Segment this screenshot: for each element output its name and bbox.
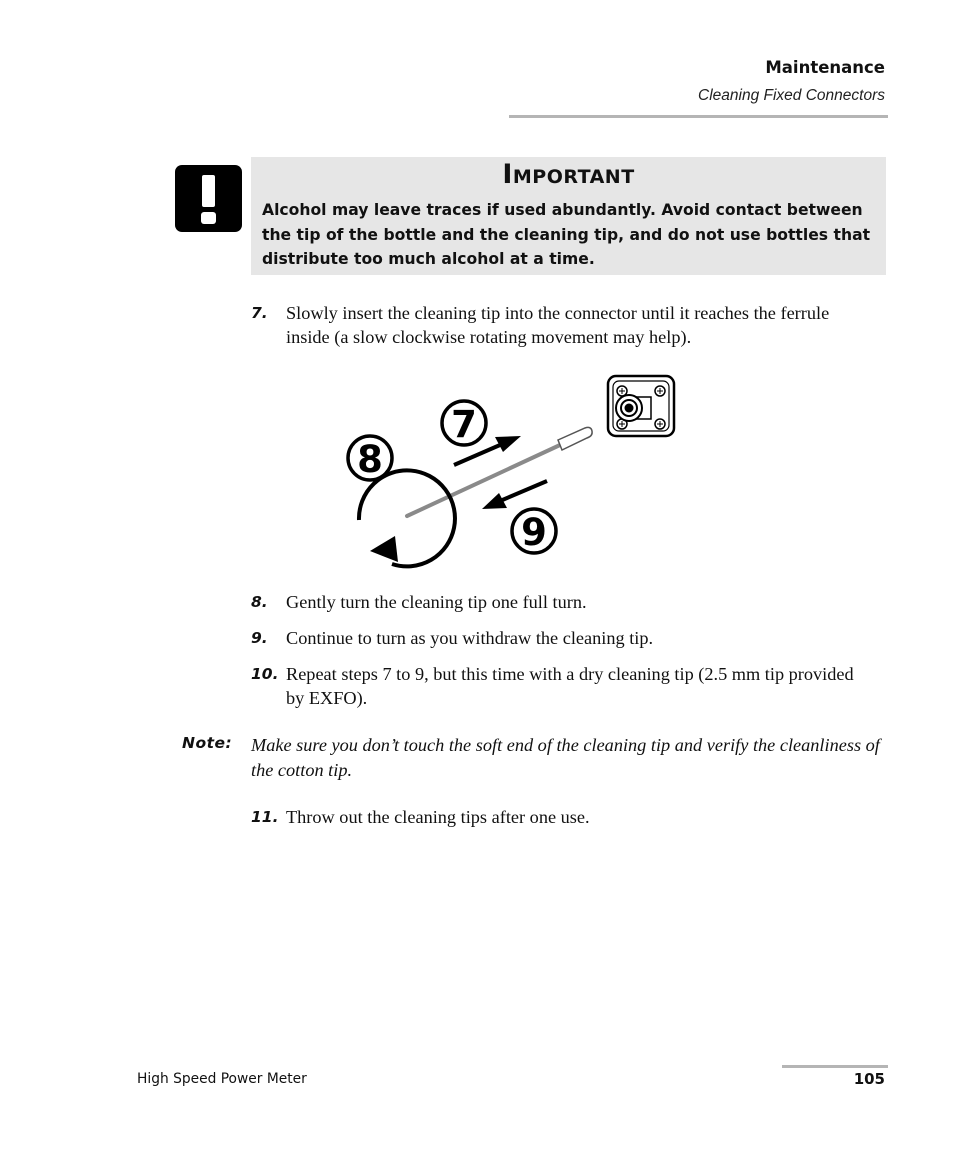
footer-title: High Speed Power Meter bbox=[137, 1071, 307, 1087]
step-number: 11. bbox=[251, 808, 279, 826]
important-text: Alcohol may leave traces if used abundantly. Avoid contact between the tip of the bottle and the cleaning tip, and do not use bottles that distribute too much alcohol at a time. bbox=[262, 201, 871, 268]
step-number: 10. bbox=[251, 665, 279, 683]
connector-icon bbox=[608, 376, 674, 436]
step-text: Throw out the cleaning tips after one use. bbox=[286, 807, 590, 827]
header-rule bbox=[509, 115, 888, 118]
svg-text:8: 8 bbox=[357, 438, 383, 481]
svg-text:9: 9 bbox=[521, 511, 547, 554]
important-box bbox=[251, 157, 886, 275]
cleaning-procedure-figure bbox=[340, 370, 690, 575]
step-text: Slowly insert the cleaning tip into the connector until it reaches the ferrule inside (a slow clockwise rotating movement may help). bbox=[286, 303, 830, 347]
step-text: Repeat steps 7 to 9, but this time with a dry cleaning tip (2.5 mm tip provided by EXFO). bbox=[286, 664, 854, 708]
important-title: Important bbox=[502, 159, 635, 190]
withdraw-arrow-icon bbox=[482, 481, 547, 509]
footer-rule bbox=[782, 1065, 888, 1068]
note-text: Make sure you don’t touch the soft end of the cleaning tip and verify the cleanliness of the cotton tip. bbox=[251, 735, 880, 780]
rotation-arrow-icon bbox=[359, 470, 455, 566]
step-text: Continue to turn as you withdraw the cleaning tip. bbox=[286, 628, 654, 648]
step-7-label bbox=[442, 401, 486, 446]
step-number: 9. bbox=[251, 629, 268, 647]
important-icon bbox=[175, 165, 242, 232]
step-number: 7. bbox=[251, 304, 268, 322]
step-text: Gently turn the cleaning tip one full turn. bbox=[286, 592, 587, 612]
step-8-label bbox=[348, 436, 392, 481]
note-label: Note: bbox=[182, 734, 233, 752]
step-number: 8. bbox=[251, 593, 268, 611]
subsection-title: Cleaning Fixed Connectors bbox=[698, 87, 885, 104]
page-number: 105 bbox=[853, 1070, 885, 1088]
step-9-label bbox=[512, 509, 556, 554]
section-title: Maintenance bbox=[765, 58, 885, 77]
svg-text:7: 7 bbox=[451, 403, 477, 446]
